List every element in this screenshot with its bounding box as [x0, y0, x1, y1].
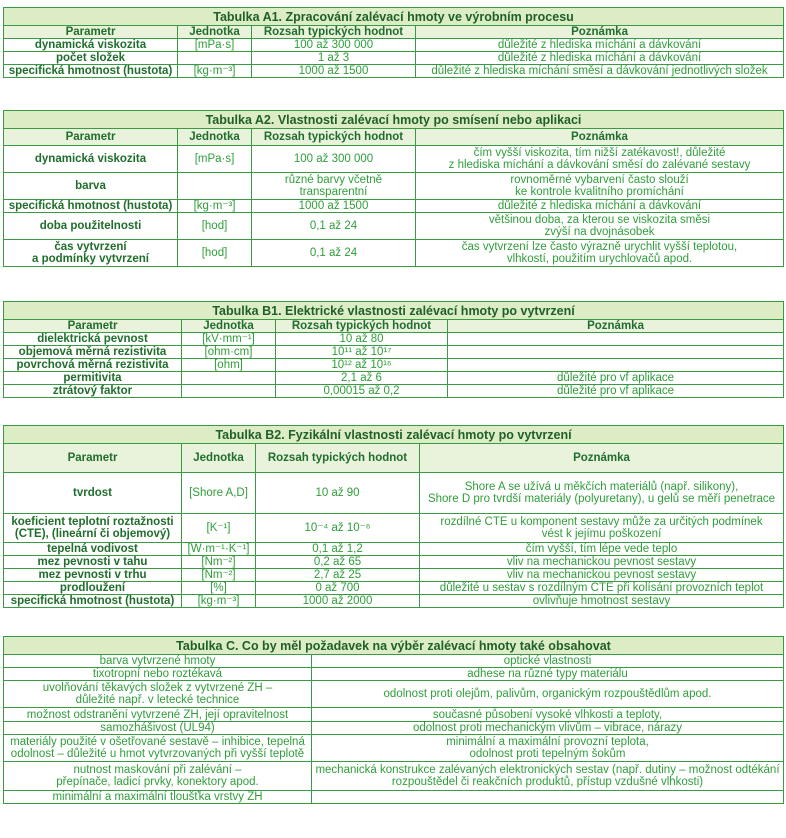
requirement-right-cell: adhese na různé typy materiálu	[312, 668, 784, 681]
typical-range-cell: 0,1 až 24	[252, 213, 416, 240]
note-cell: rovnoměrné vybarvení často slouží ke kontrole kvalitního promíchání	[416, 173, 784, 200]
unit-cell: [kg·m⁻³]	[182, 595, 256, 608]
parameter-cell: povrchová měrná rezistivita	[4, 359, 182, 372]
note-cell: důležité z hlediska míchání směsí a dávkování jednotlivých složek	[416, 65, 784, 78]
requirement-left-cell: možnost odstranění vytvrzené ZH, její opravitelnost	[4, 708, 312, 722]
typical-range-cell: 10⁻⁴ až 10⁻⁶	[256, 514, 420, 543]
typical-range-cell: různé barvy včetně transparentní	[252, 173, 416, 200]
table-row	[4, 668, 784, 681]
table-row	[4, 735, 784, 762]
table-row	[4, 722, 784, 735]
column-header-parameter: Parametr	[4, 320, 182, 333]
table-title: Tabulka A1. Zpracování zalévací hmoty ve výrobním procesu	[4, 8, 784, 26]
parameter-cell: čas vytvrzení a podmínky vytvrzení	[4, 240, 178, 267]
typical-range-cell: 1 až 3	[252, 52, 416, 65]
table-1	[3, 110, 784, 267]
table-row	[4, 569, 784, 582]
column-header-parameter: Parametr	[4, 129, 178, 146]
note-cell: většinou doba, za kterou se viskozita směsi zvýší na dvojnásobek	[416, 213, 784, 240]
note-cell	[448, 346, 784, 359]
requirement-right-cell: mechanická konstrukce zalévaných elektronických sestav (např. dutiny – možnost odtékání rozpouštědel či reakčních produktů, přístup vzdušné vlhkosti)	[312, 762, 784, 791]
typical-range-cell: 2,7 až 25	[256, 569, 420, 582]
typical-range-cell: 0,2 až 65	[256, 556, 420, 569]
table-title: Tabulka B2. Fyzikální vlastnosti zalévací hmoty po vytvrzení	[4, 426, 784, 444]
table-row	[4, 240, 784, 267]
parameter-cell: dynamická viskozita	[4, 146, 178, 173]
table-header-row	[4, 129, 784, 146]
typical-range-cell: 1000 až 1500	[252, 200, 416, 213]
unit-cell: [K⁻¹]	[182, 514, 256, 543]
typical-range-cell: 10¹² až 10¹⁶	[276, 359, 448, 372]
unit-cell: [ohm·cm]	[182, 346, 276, 359]
table-0	[3, 7, 784, 78]
parameter-cell: specifická hmotnost (hustota)	[4, 65, 178, 78]
note-cell: vliv na mechanickou pevnost sestavy	[420, 569, 784, 582]
table-row	[4, 473, 784, 514]
requirement-right-cell: minimální a maximální provozní teplota, odolnost proti tepelným šokům	[312, 735, 784, 762]
note-cell: důležité z hlediska míchání a dávkování	[416, 52, 784, 65]
parameter-cell: permitivita	[4, 372, 182, 385]
parameter-cell: tepelná vodivost	[4, 543, 182, 556]
table-row	[4, 595, 784, 608]
table-row	[4, 52, 784, 65]
table-c	[3, 636, 784, 804]
note-cell: čas vytvrzení lze často výrazně urychlit vyšší teplotou, vlhkostí, použitím urychlovačů apod.	[416, 240, 784, 267]
table-row	[4, 200, 784, 213]
unit-cell: [kg·m⁻³]	[178, 65, 252, 78]
unit-cell: [hod]	[178, 240, 252, 267]
requirement-left-cell: uvolňování těkavých složek z vytvrzené ZH – důležité např. v letecké technice	[4, 681, 312, 708]
requirement-left-cell: barva vytvrzené hmoty	[4, 655, 312, 668]
typical-range-cell: 0,1 až 1,2	[256, 543, 420, 556]
unit-cell: [W·m⁻¹·K⁻¹]	[182, 543, 256, 556]
requirement-left-cell: nutnost maskování při zalévání – přepínače, ladicí prvky, konektory apod.	[4, 762, 312, 791]
table-header-row	[4, 320, 784, 333]
column-header-parameter: Parametr	[4, 26, 178, 39]
requirement-right-cell: odolnost proti mechanickým vlivům – vibrace, nárazy	[312, 722, 784, 735]
typical-range-cell: 1000 až 2000	[256, 595, 420, 608]
table-row	[4, 39, 784, 52]
table-title-row	[4, 8, 784, 26]
parameter-cell: ztrátový faktor	[4, 385, 182, 398]
parameter-cell: počet složek	[4, 52, 178, 65]
table-row	[4, 346, 784, 359]
column-header-typical-range: Rozsah typických hodnot	[252, 129, 416, 146]
column-header-note: Poznámka	[416, 129, 784, 146]
typical-range-cell: 10 až 90	[256, 473, 420, 514]
column-header-unit: Jednotka	[182, 444, 256, 473]
table-row	[4, 543, 784, 556]
table-3	[3, 425, 784, 608]
parameter-cell: objemová měrná rezistivita	[4, 346, 182, 359]
requirement-left-cell: samozhášivost (UL94)	[4, 722, 312, 735]
table-row	[4, 708, 784, 722]
table-row	[4, 173, 784, 200]
unit-cell: [mPa·s]	[178, 39, 252, 52]
unit-cell	[182, 372, 276, 385]
typical-range-cell: 10¹¹ až 10¹⁷	[276, 346, 448, 359]
table-row	[4, 65, 784, 78]
typical-range-cell: 100 až 300 000	[252, 146, 416, 173]
column-header-note: Poznámka	[416, 26, 784, 39]
requirement-right-cell: odolnost proti olejům, palivům, organickým rozpouštědlům apod.	[312, 681, 784, 708]
table-title-row	[4, 637, 784, 655]
note-cell	[448, 359, 784, 372]
unit-cell	[182, 385, 276, 398]
note-cell: důležité pro vf aplikace	[448, 372, 784, 385]
parameter-cell: barva	[4, 173, 178, 200]
note-cell: čím vyšší viskozita, tím nižší zatékavost!, důležité z hlediska míchání a dávkování směsí do zalévané sestavy	[416, 146, 784, 173]
unit-cell: [kV·mm⁻¹]	[182, 333, 276, 346]
table-header-row	[4, 444, 784, 473]
table-row	[4, 681, 784, 708]
requirement-left-cell: materiály použité v ošetřované sestavě – inhibice, tepelná odolnost – důležité u hmot vytvrzovaných při vyšší teplotě	[4, 735, 312, 762]
table-row	[4, 333, 784, 346]
column-header-unit: Jednotka	[182, 320, 276, 333]
note-cell: ovlivňuje hmotnost sestavy	[420, 595, 784, 608]
typical-range-cell: 100 až 300 000	[252, 39, 416, 52]
note-cell: důležité pro vf aplikace	[448, 385, 784, 398]
unit-cell: [Nm⁻²]	[182, 556, 256, 569]
table-row	[4, 582, 784, 595]
note-cell: důležité u sestav s rozdílným CTE při kolísání provozních teplot	[420, 582, 784, 595]
table-row	[4, 385, 784, 398]
note-cell: vliv na mechanickou pevnost sestavy	[420, 556, 784, 569]
unit-cell: [hod]	[178, 213, 252, 240]
table-row	[4, 655, 784, 668]
typical-range-cell: 1000 až 1500	[252, 65, 416, 78]
note-cell: Shore A se užívá u měkčích materiálů (např. silikony), Shore D pro tvrdší materiály (polyuretany), u gelů se měří penetrace	[420, 473, 784, 514]
requirement-right-cell: současné působení vysoké vlhkosti a teploty,	[312, 708, 784, 722]
table-row	[4, 556, 784, 569]
column-header-parameter: Parametr	[4, 444, 182, 473]
unit-cell: [kg·m⁻³]	[178, 200, 252, 213]
table-row	[4, 213, 784, 240]
table-row	[4, 372, 784, 385]
table-header-row	[4, 26, 784, 39]
requirement-left-cell: tixotropní nebo roztékavá	[4, 668, 312, 681]
requirement-left-cell: minimální a maximální tloušťka vrstvy ZH	[4, 791, 312, 804]
note-cell: důležité z hlediska míchání a dávkování	[416, 39, 784, 52]
unit-cell: [ohm]	[182, 359, 276, 372]
parameter-cell: prodloužení	[4, 582, 182, 595]
requirement-right-cell: optické vlastnosti	[312, 655, 784, 668]
unit-cell	[178, 52, 252, 65]
parameter-cell: tvrdost	[4, 473, 182, 514]
table-row	[4, 514, 784, 543]
parameter-cell: specifická hmotnost (hustota)	[4, 200, 178, 213]
unit-cell	[178, 173, 252, 200]
note-cell	[448, 333, 784, 346]
typical-range-cell: 0,1 až 24	[252, 240, 416, 267]
parameter-cell: doba použitelnosti	[4, 213, 178, 240]
requirement-right-cell	[312, 791, 784, 804]
table-title-row	[4, 302, 784, 320]
note-cell: důležité z hlediska míchání a dávkování	[416, 200, 784, 213]
unit-cell: [%]	[182, 582, 256, 595]
column-header-typical-range: Rozsah typických hodnot	[276, 320, 448, 333]
table-2	[3, 301, 784, 398]
unit-cell: [mPa·s]	[178, 146, 252, 173]
typical-range-cell: 2,1 až 6	[276, 372, 448, 385]
note-cell: čím vyšší, tím lépe vede teplo	[420, 543, 784, 556]
unit-cell: [Shore A,D]	[182, 473, 256, 514]
column-header-typical-range: Rozsah typických hodnot	[252, 26, 416, 39]
table-row	[4, 146, 784, 173]
parameter-cell: specifická hmotnost (hustota)	[4, 595, 182, 608]
column-header-unit: Jednotka	[178, 129, 252, 146]
parameter-cell: dielektrická pevnost	[4, 333, 182, 346]
typical-range-cell: 0,00015 až 0,2	[276, 385, 448, 398]
column-header-unit: Jednotka	[178, 26, 252, 39]
unit-cell: [Nm⁻²]	[182, 569, 256, 582]
table-row	[4, 359, 784, 372]
typical-range-cell: 0 až 700	[256, 582, 420, 595]
note-cell: rozdílné CTE u komponent sestavy může za určitých podmínek vést k jejímu poškození	[420, 514, 784, 543]
typical-range-cell: 10 až 80	[276, 333, 448, 346]
table-row	[4, 791, 784, 804]
table-title: Tabulka A2. Vlastnosti zalévací hmoty po smísení nebo aplikaci	[4, 111, 784, 129]
table-row	[4, 762, 784, 791]
parameter-cell: mez pevnosti v tahu	[4, 556, 182, 569]
column-header-note: Poznámka	[420, 444, 784, 473]
table-title-row	[4, 426, 784, 444]
parameter-cell: mez pevnosti v trhu	[4, 569, 182, 582]
table-title-row	[4, 111, 784, 129]
column-header-note: Poznámka	[448, 320, 784, 333]
table-title: Tabulka C. Co by měl požadavek na výběr zalévací hmoty také obsahovat	[4, 637, 784, 655]
parameter-cell: dynamická viskozita	[4, 39, 178, 52]
column-header-typical-range: Rozsah typických hodnot	[256, 444, 420, 473]
parameter-cell: koeficient teplotní roztažnosti (CTE), (lineární či objemový)	[4, 514, 182, 543]
table-title: Tabulka B1. Elektrické vlastnosti zalévací hmoty po vytvrzení	[4, 302, 784, 320]
